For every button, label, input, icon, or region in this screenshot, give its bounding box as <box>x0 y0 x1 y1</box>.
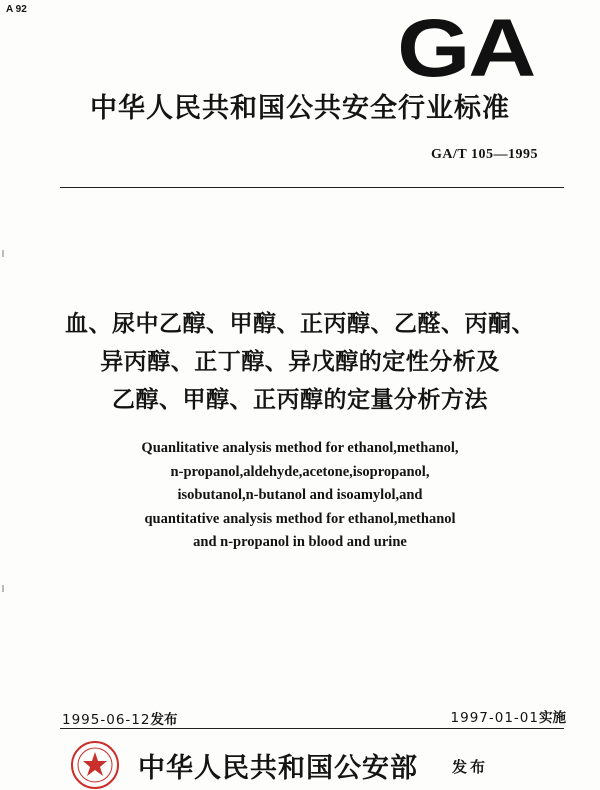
english-title-line: n-propanol,aldehyde,acetone,isopropanol, <box>170 463 430 480</box>
standard-category-title: 中华人民共和国公共安全行业标准 <box>90 93 510 124</box>
issue-date <box>62 708 177 728</box>
english-title-line: quantitative analysis method for ethanol,methanol <box>144 510 456 527</box>
implementation-date <box>451 706 566 726</box>
implementation-date-value: 1997-01-01 <box>450 710 539 726</box>
ga-logo: GA <box>397 3 534 94</box>
implementation-date-label: 实施 <box>539 710 566 726</box>
english-title-line: and n-propanol in blood and urine <box>193 534 407 550</box>
issuing-ministry: 中华人民共和国公安部 <box>138 753 418 784</box>
chinese-title-line: 乙醇、甲醇、正丙醇的定量分析方法 <box>112 387 488 413</box>
english-title <box>0 437 600 555</box>
chinese-title-line: 异丙醇、正丁醇、异戊醇的定性分析及 <box>100 349 500 375</box>
issue-date-label: 发布 <box>150 712 178 728</box>
publish-label: 发布 <box>452 758 489 776</box>
english-title-line: Quanlitative analysis method for ethanol,methanol, <box>141 440 459 456</box>
chinese-title <box>0 305 600 419</box>
scan-mark <box>2 250 4 257</box>
header-divider <box>60 187 564 188</box>
issue-date-value: 1995-06-12 <box>62 712 151 728</box>
chinese-title-line: 血、尿中乙醇、甲醇、正丙醇、乙醛、丙酮、 <box>65 311 535 337</box>
footer-divider <box>60 728 564 729</box>
standard-number: GA/T 105—1995 <box>431 147 538 162</box>
scan-mark <box>2 585 4 592</box>
english-title-line: isobutanol,n-butanol and isoamylol,and <box>177 487 423 503</box>
emblem-icon <box>70 740 120 790</box>
classification-code: A 92 <box>6 4 27 15</box>
